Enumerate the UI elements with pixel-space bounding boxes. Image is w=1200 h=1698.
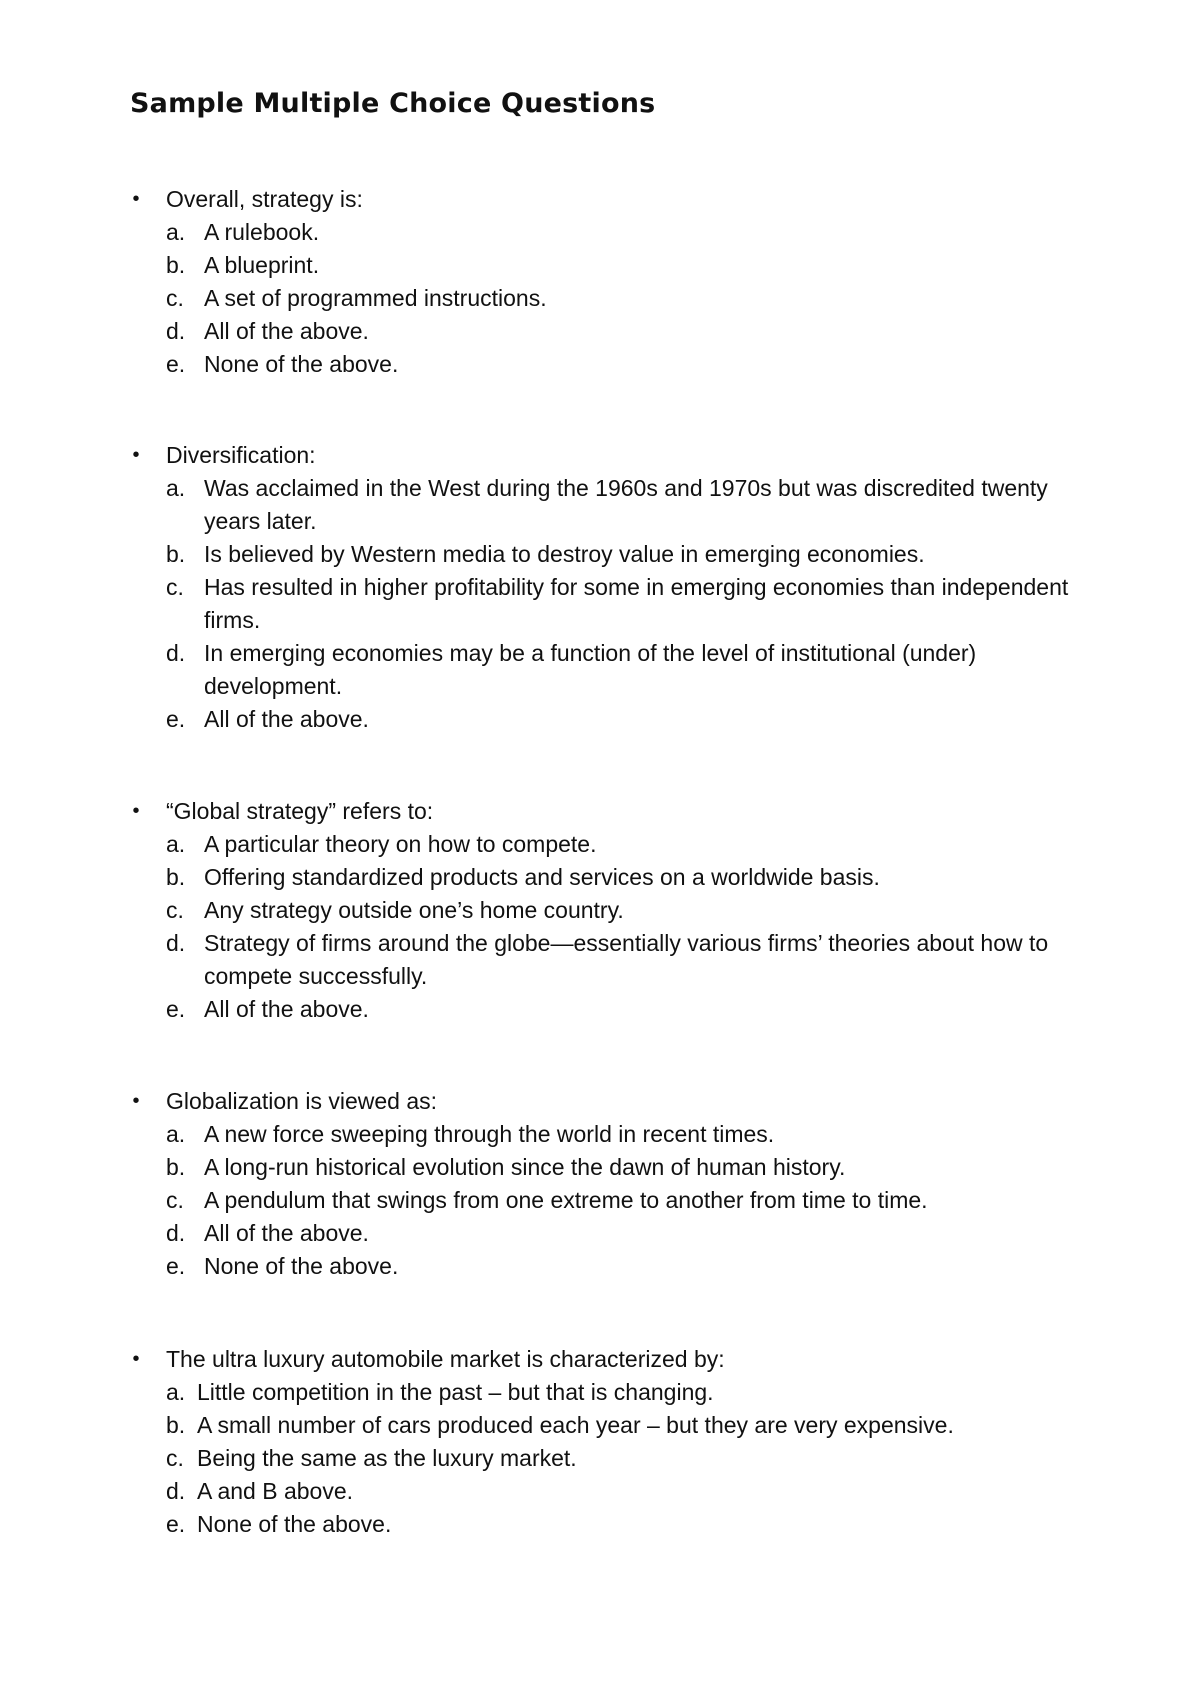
option-c: [126, 571, 1086, 637]
question-stem-text: Globalization is viewed as:: [166, 1088, 438, 1114]
option-letter: d.: [166, 1478, 186, 1504]
option-text: A long-run historical evolution since the dawn of human history.: [204, 1154, 846, 1180]
option-text: Was acclaimed in the West during the 1960s and 1970s but was discredited twenty years later.: [204, 475, 1048, 534]
question-stem-text: Overall, strategy is:: [166, 186, 363, 212]
question-stem: [126, 439, 1086, 472]
option-letter: c.: [166, 897, 184, 923]
bullet-icon: •: [132, 1090, 140, 1112]
option-text: Being the same as the luxury market.: [197, 1445, 577, 1471]
option-letter: c.: [166, 285, 184, 311]
option-b: [126, 861, 1086, 894]
option-letter: a.: [166, 219, 186, 245]
question-stem: [126, 1343, 1086, 1376]
option-a: [126, 472, 1086, 538]
option-e: [126, 348, 1086, 381]
option-text: Any strategy outside one’s home country.: [204, 897, 624, 923]
option-text: Has resulted in higher profitability for some in emerging economies than independent firms.: [204, 574, 1069, 633]
option-text: Is believed by Western media to destroy value in emerging economies.: [204, 541, 925, 567]
option-letter: e.: [166, 1253, 186, 1279]
option-b: [126, 249, 1086, 282]
option-text: Little competition in the past – but that is changing.: [197, 1379, 714, 1405]
option-letter: b.: [166, 252, 186, 278]
option-letter: a.: [166, 1121, 186, 1147]
option-text: None of the above.: [204, 1253, 399, 1279]
option-text: None of the above.: [197, 1511, 392, 1537]
option-text: None of the above.: [204, 351, 399, 377]
option-letter: a.: [166, 831, 186, 857]
option-text: A pendulum that swings from one extreme to another from time to time.: [204, 1187, 928, 1213]
bullet-icon: •: [132, 1348, 140, 1370]
option-letter: a.: [166, 1379, 186, 1405]
option-letter: b.: [166, 541, 186, 567]
option-b: [126, 538, 1086, 571]
bullet-icon: •: [132, 188, 140, 210]
option-d: [126, 637, 1086, 703]
option-letter: d.: [166, 1220, 186, 1246]
option-list: [126, 828, 1086, 1026]
option-a: [126, 1376, 1086, 1409]
option-list: [126, 472, 1086, 736]
option-text: A and B above.: [197, 1478, 354, 1504]
option-letter: d.: [166, 930, 186, 956]
option-b: [126, 1151, 1086, 1184]
option-text: A rulebook.: [204, 219, 320, 245]
question-4: [126, 1085, 1086, 1283]
option-text: Strategy of firms around the globe—essentially various firms’ theories about how to compete successfully.: [204, 930, 1049, 989]
option-text: All of the above.: [204, 996, 369, 1022]
option-text: A set of programmed instructions.: [204, 285, 547, 311]
option-letter: c.: [166, 1187, 184, 1213]
option-text: All of the above.: [204, 318, 369, 344]
option-text: All of the above.: [204, 1220, 369, 1246]
question-stem-text: Diversification:: [166, 442, 316, 468]
question-stem: [126, 1085, 1086, 1118]
question-stem-text: The ultra luxury automobile market is characterized by:: [166, 1346, 725, 1372]
option-c: [126, 1184, 1086, 1217]
option-letter: a.: [166, 475, 186, 501]
question-2: [126, 439, 1086, 736]
option-d: [126, 1217, 1086, 1250]
option-d: [126, 927, 1086, 993]
option-letter: e.: [166, 706, 186, 732]
option-list: [126, 1376, 1086, 1541]
option-e: [126, 1250, 1086, 1283]
option-text: A particular theory on how to compete.: [204, 831, 597, 857]
question-stem-text: “Global strategy” refers to:: [166, 798, 434, 824]
option-c: [126, 1442, 1086, 1475]
option-letter: b.: [166, 864, 186, 890]
bullet-icon: •: [132, 444, 140, 466]
option-e: [126, 703, 1086, 736]
option-letter: b.: [166, 1154, 186, 1180]
option-letter: e.: [166, 351, 186, 377]
option-text: Offering standardized products and services on a worldwide basis.: [204, 864, 880, 890]
option-letter: c.: [166, 1445, 184, 1471]
option-text: All of the above.: [204, 706, 369, 732]
option-text: In emerging economies may be a function of the level of institutional (under) development.: [204, 640, 977, 699]
question-stem: [126, 795, 1086, 828]
option-letter: e.: [166, 996, 186, 1022]
question-stem: [126, 183, 1086, 216]
option-c: [126, 282, 1086, 315]
option-letter: c.: [166, 574, 184, 600]
option-letter: b.: [166, 1412, 186, 1438]
page-title: Sample Multiple Choice Questions: [130, 88, 656, 119]
option-text: A small number of cars produced each year – but they are very expensive.: [197, 1412, 954, 1438]
option-d: [126, 1475, 1086, 1508]
option-a: [126, 828, 1086, 861]
option-a: [126, 216, 1086, 249]
question-5: [126, 1343, 1086, 1541]
option-letter: e.: [166, 1511, 186, 1537]
option-text: A new force sweeping through the world in recent times.: [204, 1121, 775, 1147]
question-3: [126, 795, 1086, 1026]
option-list: [126, 1118, 1086, 1283]
option-letter: d.: [166, 640, 186, 666]
bullet-icon: •: [132, 800, 140, 822]
option-list: [126, 216, 1086, 381]
option-e: [126, 993, 1086, 1026]
question-1: [126, 183, 1086, 381]
option-text: A blueprint.: [204, 252, 320, 278]
option-b: [126, 1409, 1086, 1442]
option-a: [126, 1118, 1086, 1151]
option-e: [126, 1508, 1086, 1541]
option-letter: d.: [166, 318, 186, 344]
option-c: [126, 894, 1086, 927]
option-d: [126, 315, 1086, 348]
